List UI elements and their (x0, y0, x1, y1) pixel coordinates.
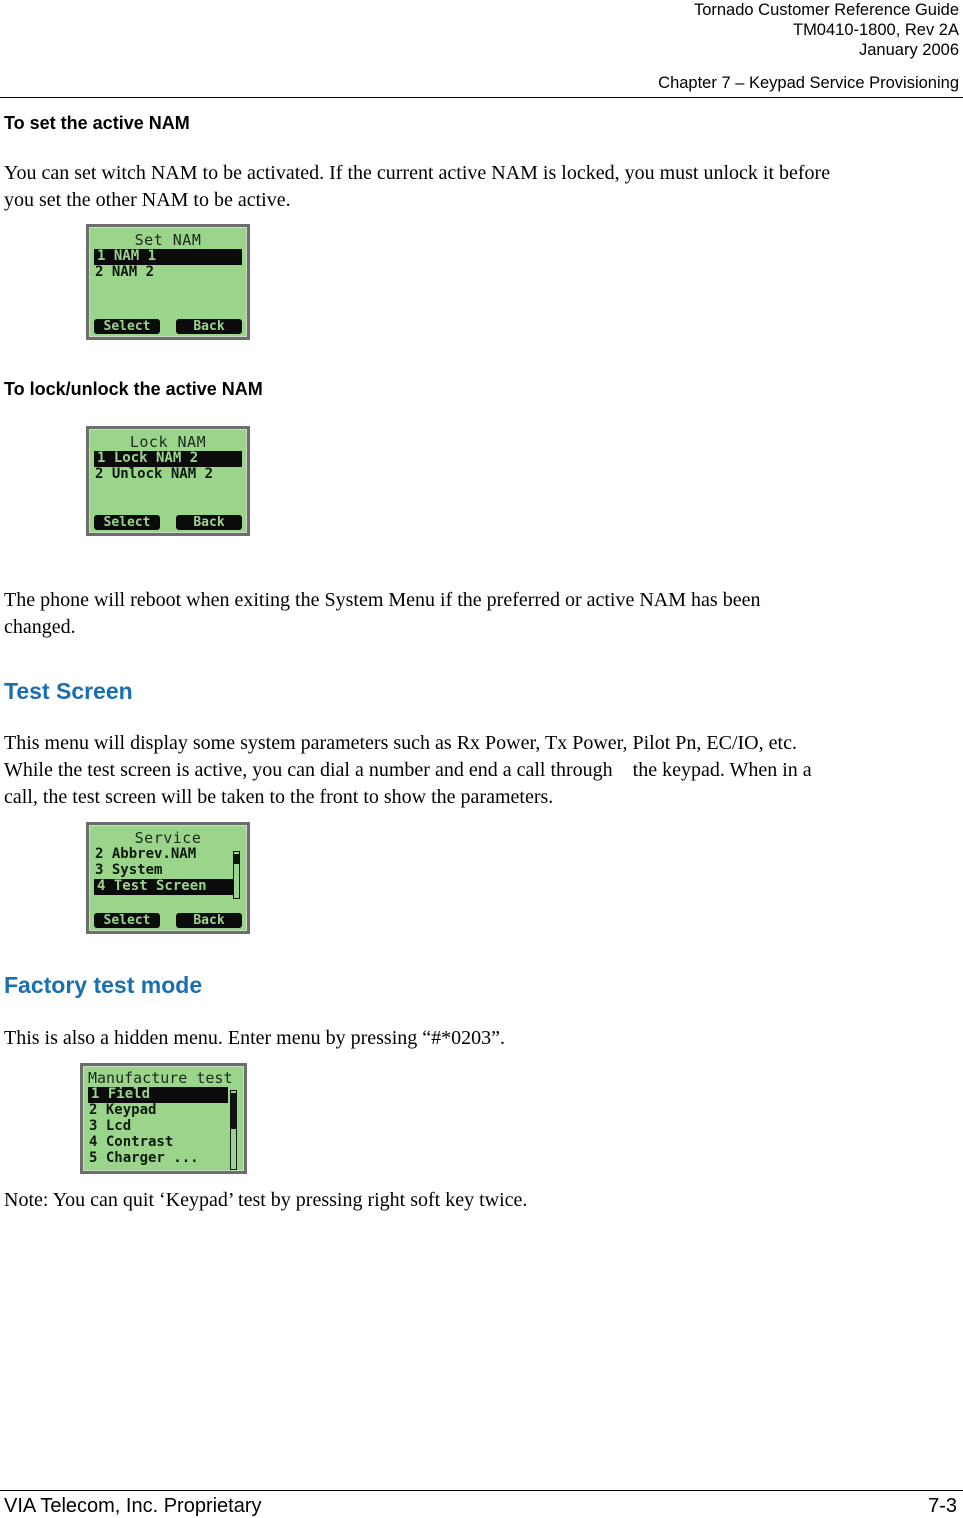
lcd-menu-item: 2 NAM 2 (95, 265, 155, 280)
set-nam-paragraph-line1: You can set witch NAM to be activated. If the current active NAM is locked, you must unlock it before (4, 162, 831, 184)
lcd-softkeys (94, 913, 242, 928)
header-chapter: Chapter 7 – Keypad Service Provisioning (658, 74, 959, 92)
lcd-menu-item-selected: 1 Field (88, 1087, 228, 1103)
lcd-menu-item: 3 System (95, 863, 163, 878)
back-softkey: Back (176, 913, 242, 928)
footer-page-number: 7-3 (928, 1495, 957, 1517)
footer-divider (0, 1490, 963, 1491)
lcd-scrollbar (233, 851, 240, 899)
lcd-menu-item: 5 Charger ... (89, 1151, 199, 1166)
lcd-title: Service (134, 829, 202, 847)
lock-nam-heading: To lock/unlock the active NAM (4, 379, 263, 399)
set-nam-heading: To set the active NAM (4, 113, 190, 133)
set-nam-paragraph-line2: you set the other NAM to be active. (4, 189, 291, 211)
keypad-note: Note: You can quit ‘Keypad’ test by pressing right soft key twice. (4, 1189, 528, 1211)
lcd-scroll-thumb (234, 854, 239, 864)
select-softkey: Select (94, 913, 160, 928)
select-softkey: Select (94, 515, 160, 530)
lcd-menu-item-selected: 1 NAM 1 (94, 249, 242, 265)
lcd-softkeys (94, 515, 242, 530)
lcd-title: Lock NAM (129, 433, 207, 451)
lcd-softkeys (94, 319, 242, 334)
lcd-title: Set NAM (134, 231, 202, 249)
lcd-scroll-thumb (231, 1093, 236, 1129)
lcd-menu-item: 3 Lcd (89, 1119, 132, 1134)
set-nam-paragraph (4, 160, 959, 214)
factory-test-title: Factory test mode (4, 972, 203, 998)
lcd-menu-item-selected: 4 Test Screen (94, 879, 233, 895)
footer-company: VIA Telecom, Inc. Proprietary (4, 1495, 262, 1517)
reboot-note (4, 587, 959, 641)
header-guide-title: Tornado Customer Reference Guide (693, 1, 959, 19)
test-screen-title: Test Screen (4, 678, 133, 704)
lcd-menu-item: 2 Keypad (89, 1103, 157, 1118)
test-screen-paragraph (4, 730, 959, 811)
header-date: January 2006 (859, 41, 959, 59)
back-softkey: Back (176, 319, 242, 334)
header-doc-number: TM0410-1800, Rev 2A (792, 21, 959, 39)
header-divider (0, 97, 963, 98)
lcd-title: Manufacture test (88, 1069, 233, 1087)
test-screen-line1: This menu will display some system parameters such as Rx Power, Tx Power, Pilot Pn, EC/IO, etc. (4, 732, 797, 754)
lcd-scrollbar (230, 1090, 237, 1170)
lcd-menu-item: 2 Unlock NAM 2 (95, 467, 214, 482)
test-screen-line3: call, the test screen will be taken to the front to show the parameters. (4, 786, 554, 808)
reboot-note-line2: changed. (4, 616, 76, 638)
service-screen (86, 822, 250, 934)
back-softkey: Back (176, 515, 242, 530)
lock-nam-screen (86, 426, 250, 536)
select-softkey: Select (94, 319, 160, 334)
reboot-note-line1: The phone will reboot when exiting the System Menu if the preferred or active NAM has been (4, 589, 761, 611)
manufacture-test-screen (80, 1063, 247, 1174)
page-header (658, 0, 959, 93)
lcd-menu-item: 4 Contrast (89, 1135, 174, 1150)
test-screen-line2: While the test screen is active, you can dial a number and end a call through the keypad. When in a (4, 759, 812, 781)
lcd-menu-item-selected: 1 Lock NAM 2 (94, 451, 242, 467)
set-nam-screen (86, 224, 250, 340)
lcd-menu-item: 2 Abbrev.NAM (95, 847, 197, 862)
factory-test-paragraph: This is also a hidden menu. Enter menu by pressing “#*0203”. (4, 1027, 506, 1049)
